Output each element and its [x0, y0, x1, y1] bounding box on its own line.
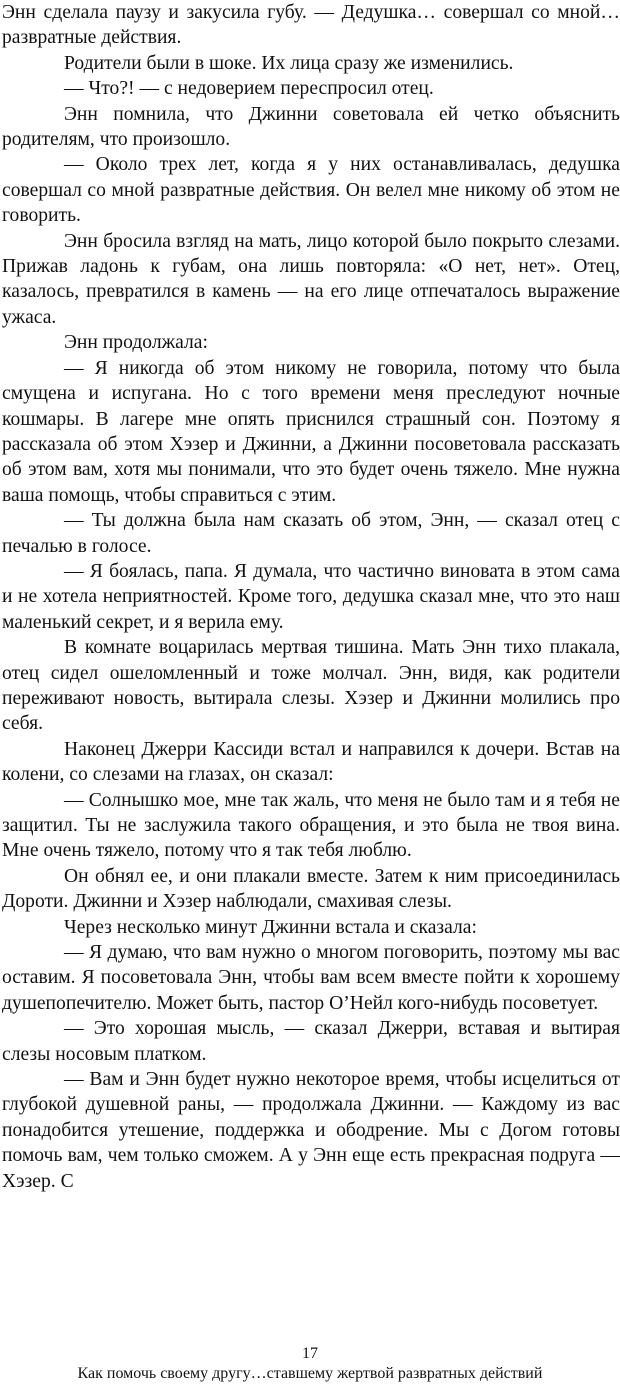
paragraph: — Что?! — с недоверием переспросил отец. [64, 78, 434, 100]
paragraph: — Я боялась, папа. Я думала, что частично виновата в этом сама и не хотела неприятностей. Кроме того, дедушка сказал мне, что это наш маленький секрет, и я верила ему. [2, 560, 620, 633]
body-text [2, 0, 620, 1194]
paragraph: — Я никогда об этом никому не говорила, потому что была смущена и испугана. Но с того времени меня преследуют ночные кошмары. В лагере мне опять приснился страшный сон. Поэтому я рассказала об этом Хэзер и Джинни, а Джинни посоветовала рассказать об этом вам, хотя мы понимали, что это будет очень тяжело. Мне нужна ваша помощь, чтобы справиться с этим. [2, 357, 620, 506]
paragraph: Энн помнила, что Джинни советовала ей четко объяснить родителям, что произошло. [2, 103, 620, 151]
page-number: 17 [302, 1345, 318, 1362]
paragraph: — Солнышко мое, мне так жаль, что меня не было там и я тебя не защитил. Ты не заслужила такого обращения, и это была не твоя вина. Мне очень тяжело, потому что я так тебя люблю. [2, 789, 620, 862]
paragraph: — Это хорошая мысль, — сказал Джерри, вставая и вытирая слезы носовым платком. [2, 1018, 620, 1065]
paragraph: Наконец Джерри Кассиди встал и направился к дочери. Встав на колени, со слезами на глазах, он сказал: [2, 738, 620, 786]
paragraph: Родители были в шоке. Их лица сразу же изменились. [64, 52, 514, 74]
paragraph: — Вам и Энн будет нужно некоторое время, чтобы исцелиться от глубокой душевной раны, — продолжала Джинни. — Каждому из вас понадобится утешение, поддержка и ободрение. Мы с Догом готовы помочь вам, чем только сможем. А у Энн еще есть прекрасная подруга — Хэзер. С [2, 1069, 620, 1192]
paragraph: — Ты должна была нам сказать об этом, Энн, — сказал отец с печалью в голосе. [2, 510, 620, 557]
paragraph: Он обнял ее, и они плакали вместе. Затем к ним присоединилась Дороти. Джинни и Хэзер наблюдали, смахивая слезы. [2, 865, 620, 913]
paragraph: В комнате воцарилась мертвая тишина. Мать Энн тихо плакала, отец сидел ошеломленный и тоже молчал. Энн, видя, как родители переживают новость, вытирала слезы. Хэзер и Джинни молились про себя. [2, 637, 620, 735]
running-footer-title: Как помочь своему другу…ставшему жертвой развратных действий [77, 1365, 543, 1382]
paragraph: Энн продолжала: [64, 332, 208, 354]
paragraph: — Около трех лет, когда я у них останавливалась, дедушка совершал со мной развратные действия. Он велел мне никому об этом не говорить. [2, 154, 620, 227]
paragraph: Энн сделала паузу и закусила губу. — Дедушка… совершал со мной… развратные действия. [2, 2, 620, 49]
paragraph: Энн бросила взгляд на мать, лицо которой было покрыто слезами. Прижав ладонь к губам, она лишь повторяла: «О нет, нет». Отец, казалось, превратился в камень — на его лице отпечаталось выражение ужаса. [2, 230, 620, 328]
paragraph: — Я думаю, что вам нужно о многом поговорить, поэтому мы вас оставим. Я посоветовала Энн, чтобы вам всем вместе пойти к хорошему душепопечителю. Может быть, пастор О’Нейл кого-нибудь посоветует. [2, 942, 620, 1014]
paragraph: Через несколько минут Джинни встала и сказала: [64, 916, 477, 938]
